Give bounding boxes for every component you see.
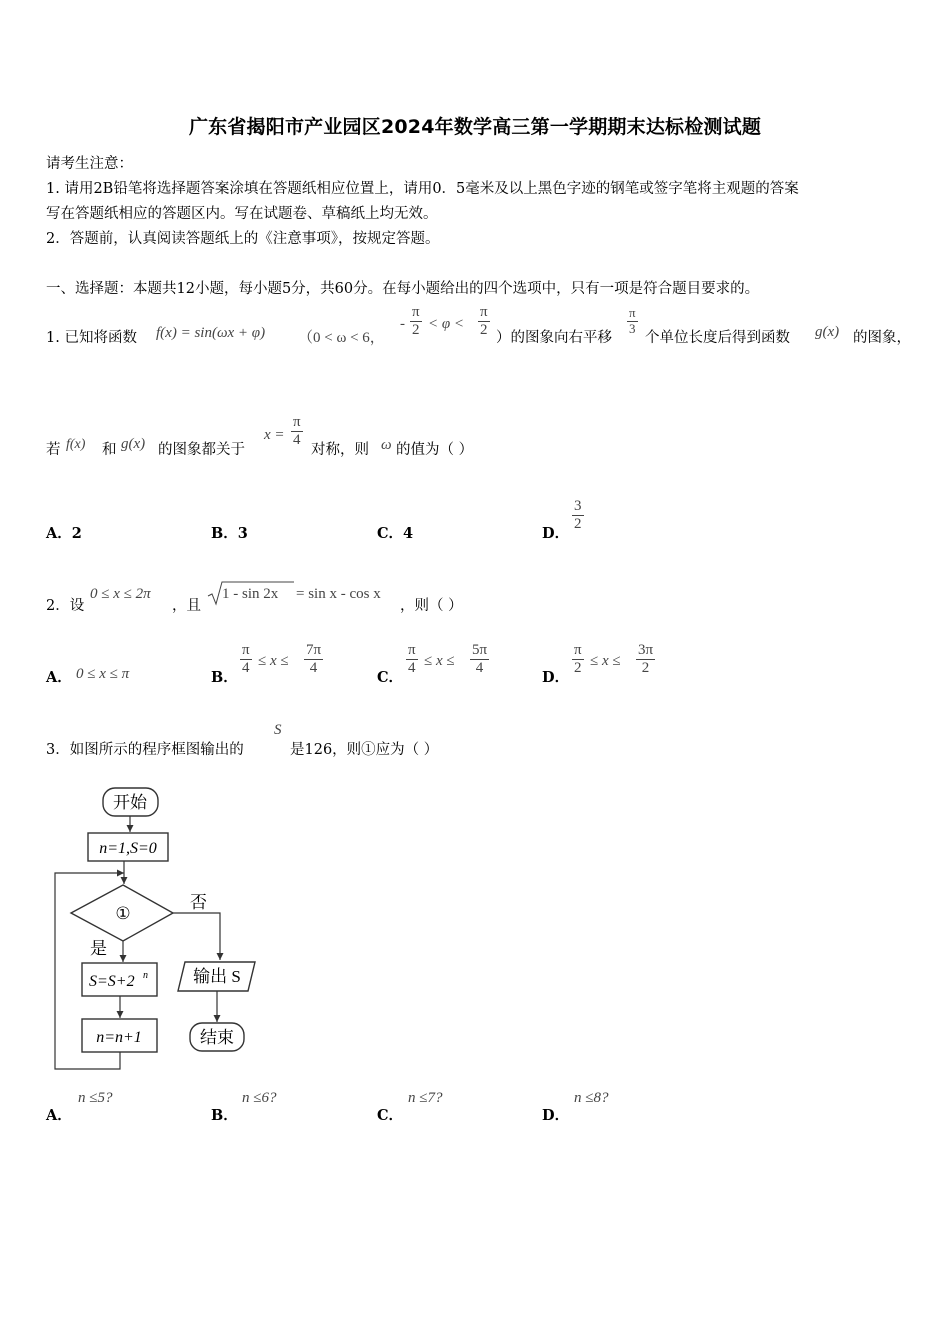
notice-heading: 请考生注意： — [46, 156, 133, 172]
flow-start-label: 开始 — [113, 793, 147, 812]
q1-line2-end: 的值为（ ） — [396, 442, 474, 458]
denominator: 4 — [293, 432, 301, 449]
q2-option-c-left — [406, 642, 418, 678]
denominator: 3 — [629, 320, 636, 336]
page-title: 广东省揭阳市产业园区2024年数学高三第一学期期末达标检测试题 — [188, 116, 762, 138]
flow-no-arrow — [173, 913, 220, 960]
q1-and: 和 — [102, 442, 117, 458]
q1-option-c: C．4 — [377, 525, 414, 542]
q1-phi-upper-fraction — [478, 304, 490, 340]
q1-line1-end: 的图象， — [853, 330, 911, 346]
q1-line2-start: 若 — [46, 442, 61, 458]
q1-shift-suffix: 个单位长度后得到函数 — [645, 330, 790, 346]
q1-g-function: g(x) — [815, 324, 840, 340]
q1-function: f(x) = sin(ωx + φ) — [156, 325, 266, 341]
q3-option-c: n ≤7? — [408, 1090, 443, 1106]
numerator: 3 — [572, 498, 584, 516]
q3-prefix: 3．如图所示的程序框图输出的 — [46, 742, 244, 758]
flow-yes-label: 是 — [90, 939, 107, 958]
denominator: 2 — [574, 516, 582, 533]
q2-option-d-left — [572, 642, 584, 678]
q1-prefix: 1. 已知将函数 — [46, 330, 137, 346]
numerator: π — [629, 305, 636, 320]
q1-symmetry-text: 的图象都关于 — [158, 442, 245, 458]
numerator: 7π — [304, 642, 323, 660]
q2-option-a: 0 ≤ x ≤ π — [76, 666, 130, 682]
q1-phi-lower-fraction — [410, 304, 422, 340]
q2-option-a-label: A． — [46, 669, 72, 686]
q3-option-d-label: D． — [542, 1107, 570, 1124]
q1-minus-sign: - — [400, 316, 405, 332]
notice-item-1-line-1: 1. 请用2B铅笔将选择题答案涂填在答题纸相应位置上，请用0．5毫米及以上黑色字迹的钢笔或签字笔将主观题的答案 — [46, 181, 799, 197]
q2-option-d-right — [636, 642, 655, 678]
q2-option-d-label: D． — [542, 669, 570, 686]
flow-output-label: 输出 S — [193, 967, 241, 986]
numerator: π — [291, 414, 303, 432]
q2-option-c-mid: ≤ x ≤ — [424, 653, 455, 669]
flow-update-n-label: n=n+1 — [96, 1029, 142, 1046]
flow-end-label: 结束 — [200, 1028, 234, 1047]
q1-option-d: D． — [542, 525, 570, 542]
flow-update-s-sup: n — [143, 970, 148, 981]
numerator: 3π — [636, 642, 655, 660]
q3-option-d: n ≤8? — [574, 1090, 609, 1106]
denominator: 4 — [309, 660, 318, 677]
q2-option-c-label: C． — [377, 669, 404, 686]
q2-prefix: 2．设 — [46, 598, 85, 614]
q3-s: S — [274, 722, 282, 738]
q1-g: g(x) — [121, 436, 146, 452]
q2-option-c-right — [470, 642, 489, 678]
q2-and: ，且 — [172, 598, 201, 614]
q2-option-b-label: B． — [211, 669, 238, 686]
q1-shift-fraction — [627, 306, 638, 337]
q3-option-a-label: A． — [46, 1107, 72, 1124]
notice-item-2: 2．答题前，认真阅读答题纸上的《注意事项》，按规定答题。 — [46, 231, 440, 247]
denominator: 2 — [641, 660, 650, 677]
denominator: 2 — [480, 322, 488, 339]
q1-option-b: B．3 — [211, 525, 248, 542]
q2-end: ，则（ ） — [400, 598, 463, 614]
numerator: π — [572, 642, 584, 660]
q3-option-a: n ≤5? — [78, 1090, 113, 1106]
q1-symmetry-suffix: 对称，则 — [311, 442, 369, 458]
q2-option-b-right — [304, 642, 323, 678]
flow-update-s-label: S=S+2 — [89, 973, 135, 990]
q1-f: f(x) — [66, 437, 86, 452]
q2-rhs: = sin x - cos x — [296, 586, 381, 602]
q1-shift-text: ）的图象向右平移 — [496, 330, 612, 346]
q1-option-a: A．2 — [46, 525, 82, 542]
denominator: 4 — [242, 660, 250, 677]
numerator: π — [240, 642, 252, 660]
q3-option-b: n ≤6? — [242, 1090, 277, 1106]
q2-sqrt-body: 1 - sin 2x — [222, 586, 279, 602]
q1-axis-fraction — [291, 414, 303, 450]
flow-no-label: 否 — [190, 893, 207, 912]
numerator: 5π — [470, 642, 489, 660]
section-heading: 一、选择题：本题共12小题，每小题5分，共60分。在每小题给出的四个选项中，只有一项是符合题目要求的。 — [46, 281, 760, 297]
denominator: 4 — [408, 660, 416, 677]
q1-x-equals: x = — [264, 427, 285, 443]
denominator: 2 — [412, 322, 420, 339]
q3-option-c-label: C． — [377, 1107, 404, 1124]
q1-option-d-fraction — [572, 498, 584, 534]
numerator: π — [478, 304, 490, 322]
flowchart — [40, 780, 270, 1080]
q1-omega: ω — [381, 437, 392, 453]
numerator: π — [406, 642, 418, 660]
q3-suffix: 是126，则①应为（ ） — [290, 742, 439, 758]
flow-init-label: n=1,S=0 — [99, 840, 157, 857]
denominator: 4 — [475, 660, 484, 677]
denominator: 2 — [574, 660, 582, 677]
flow-decision-label: ① — [115, 904, 131, 923]
numerator: π — [410, 304, 422, 322]
q3-option-b-label: B． — [211, 1107, 238, 1124]
q2-option-b-mid: ≤ x ≤ — [258, 653, 289, 669]
notice-item-1-line-2: 写在答题纸相应的答题区内。写在试题卷、草稿纸上均无效。 — [46, 206, 438, 222]
q1-phi-inequality: < φ < — [428, 316, 465, 332]
q2-option-b-left — [240, 642, 252, 678]
q2-option-d-mid: ≤ x ≤ — [590, 653, 621, 669]
q1-omega-condition: （0 < ω < 6， — [298, 330, 385, 346]
q2-domain: 0 ≤ x ≤ 2π — [90, 586, 151, 602]
